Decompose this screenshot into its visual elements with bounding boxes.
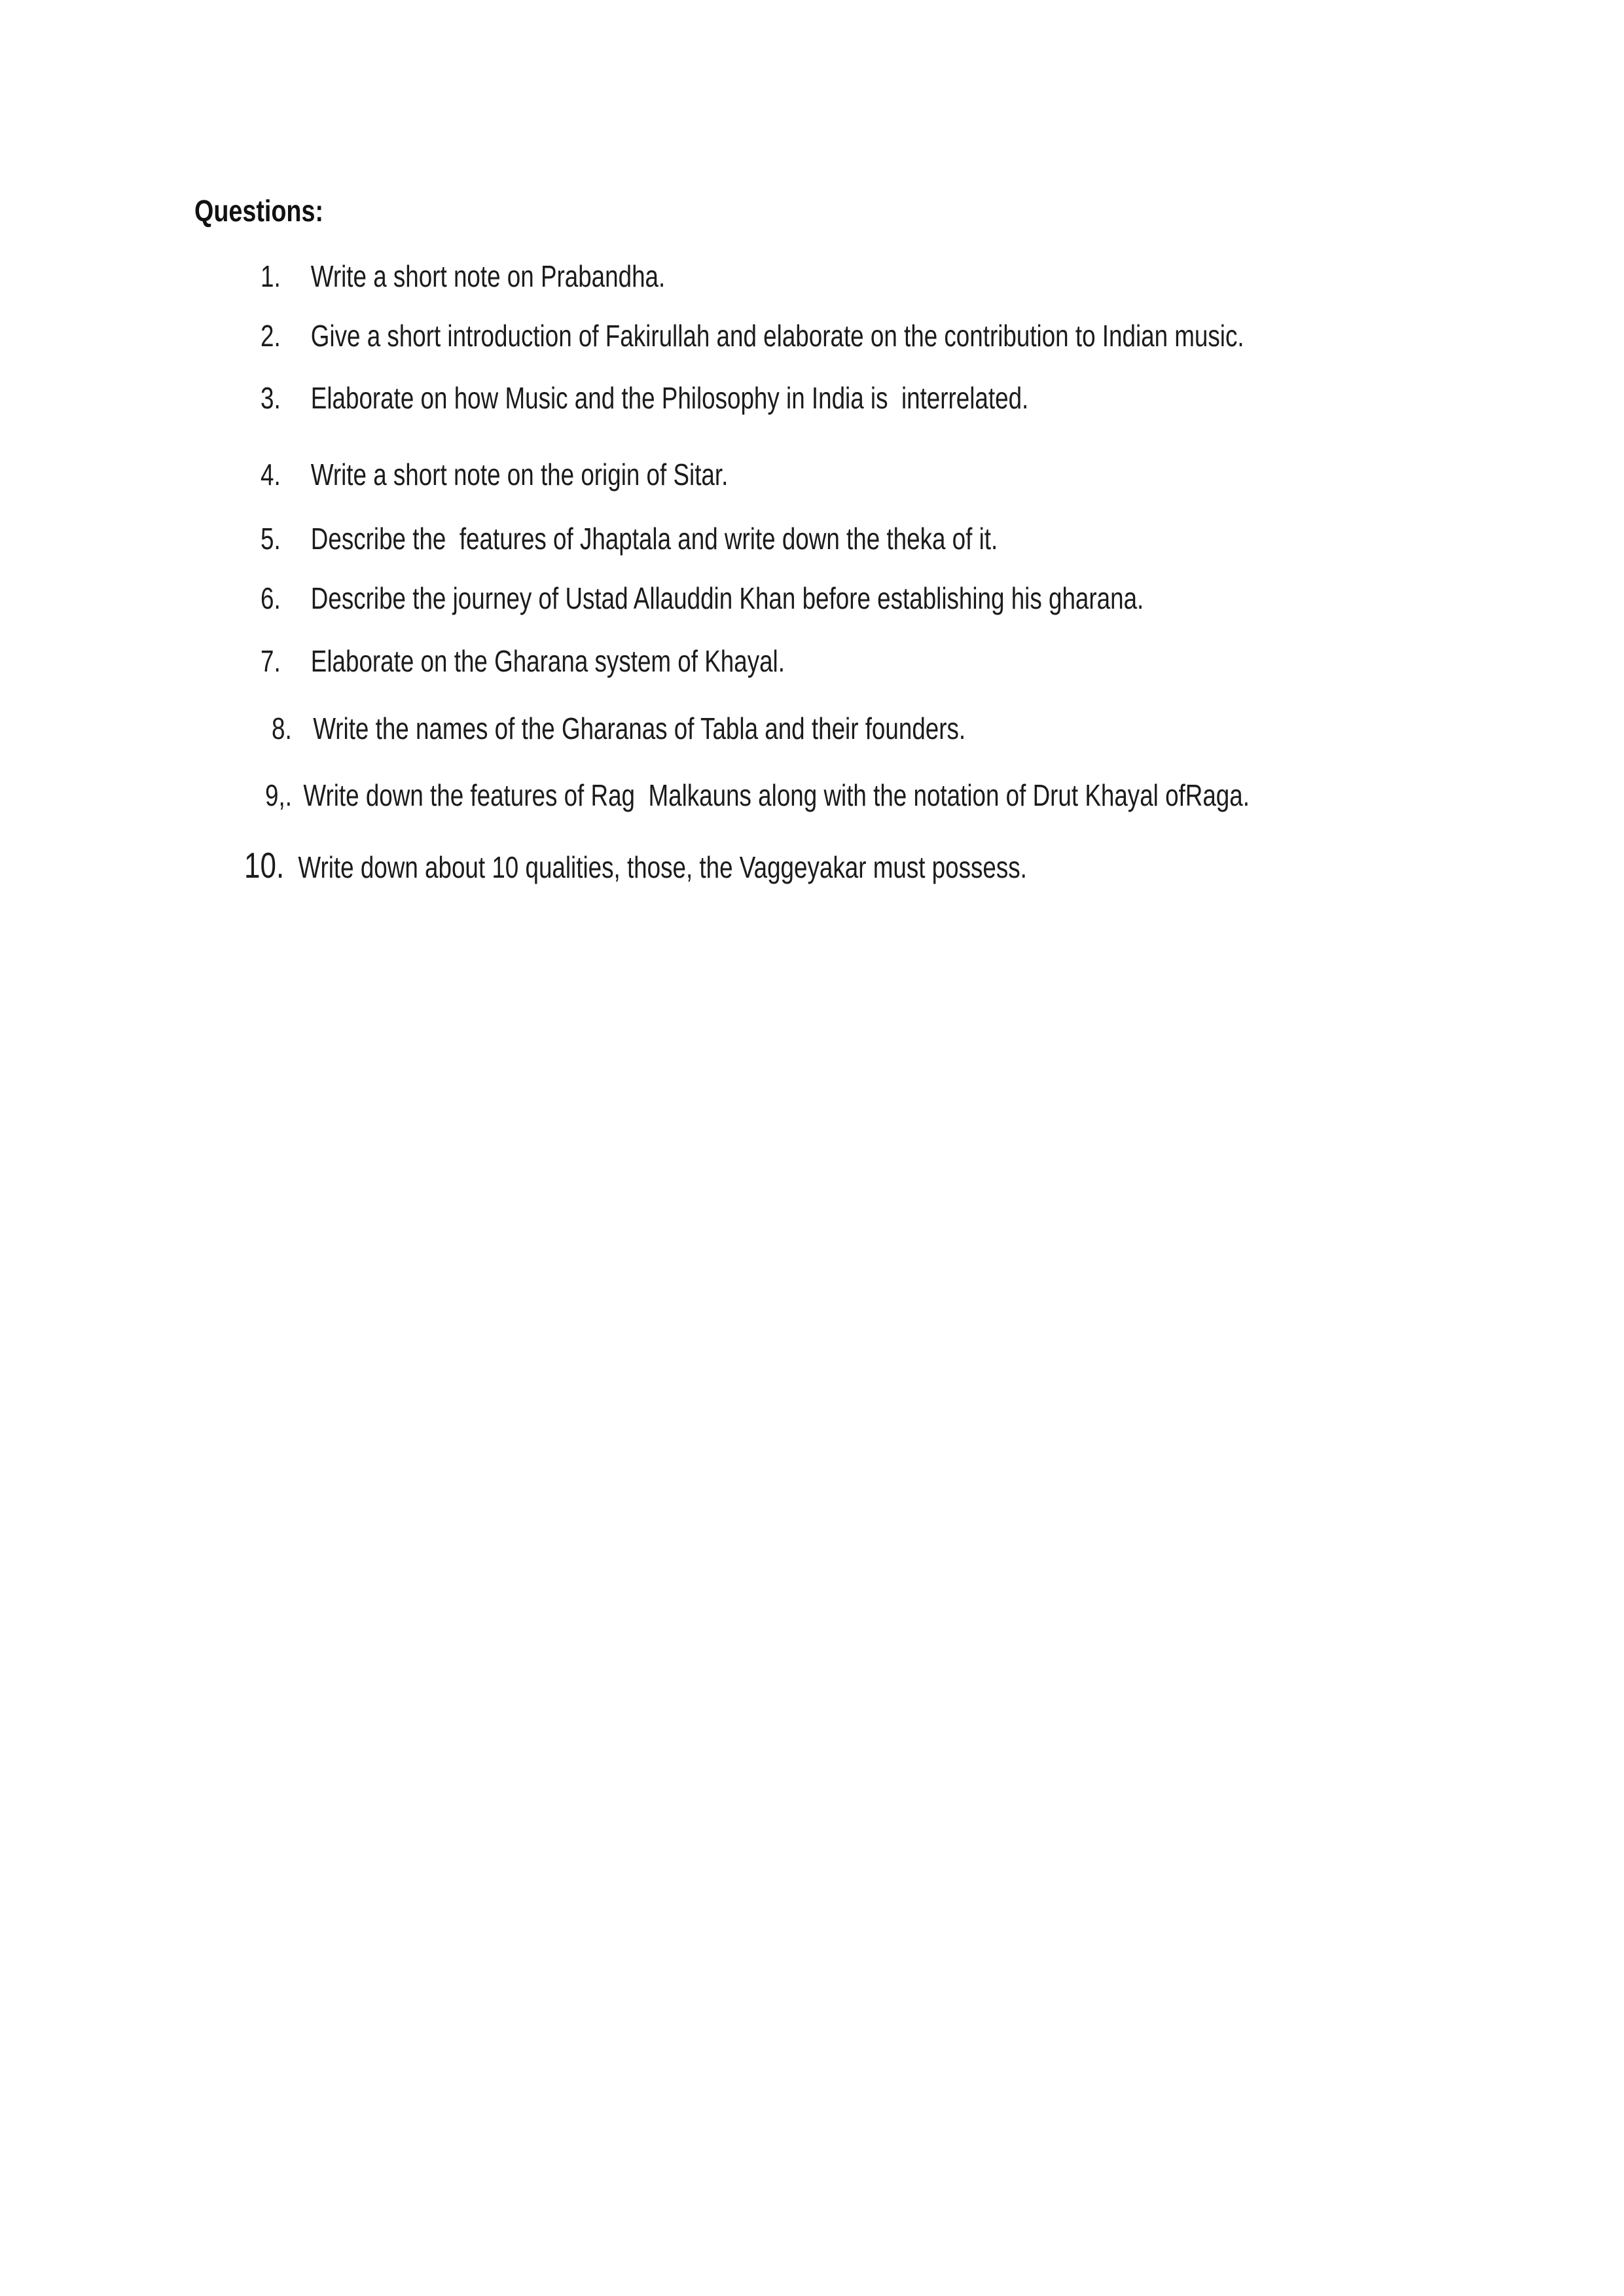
question-item-8 — [0, 710, 1624, 747]
question-text: Write down the features of Rag Malkauns along with the notation of Drut Khayal ofRaga. — [303, 778, 1250, 812]
question-number: 6. — [261, 581, 281, 615]
question-number: 3. — [261, 381, 281, 415]
question-text: Elaborate on how Music and the Philosophy in India is interrelated. — [310, 381, 1029, 415]
question-item-7 — [0, 643, 1624, 679]
questions-heading-text: Questions: — [194, 194, 324, 228]
question-number: 8. — [272, 711, 292, 745]
question-item-6 — [0, 580, 1624, 617]
question-item-5 — [0, 520, 1624, 557]
question-item-3 — [0, 380, 1624, 416]
question-number: 7. — [261, 644, 281, 678]
question-text: Describe the journey of Ustad Allauddin Khan before establishing his gharana. — [310, 581, 1144, 615]
question-number: 2. — [261, 319, 281, 353]
question-text: Write down about 10 qualities, those, the Vaggeyakar must possess. — [298, 850, 1027, 884]
question-item-4 — [0, 456, 1624, 493]
question-number: 9,. — [265, 778, 292, 812]
question-text: Describe the features of Jhaptala and write down the theka of it. — [310, 522, 998, 556]
question-item-2 — [0, 317, 1624, 354]
question-number: 1. — [261, 259, 281, 293]
question-text: Give a short introduction of Fakirullah and elaborate on the contribution to Indian music. — [310, 319, 1244, 353]
question-text: Write a short note on Prabandha. — [310, 259, 666, 293]
question-item-10 — [0, 847, 1624, 886]
question-text: Write the names of the Gharanas of Tabla and their founders. — [313, 711, 966, 745]
question-number: 10. — [244, 845, 285, 886]
question-item-1 — [0, 258, 1624, 295]
question-item-9 — [0, 777, 1624, 814]
question-number: 4. — [261, 457, 281, 492]
questions-heading — [194, 192, 1624, 229]
question-number: 5. — [261, 522, 281, 556]
question-text: Write a short note on the origin of Sitar. — [310, 457, 729, 492]
question-text: Elaborate on the Gharana system of Khayal. — [310, 644, 785, 678]
